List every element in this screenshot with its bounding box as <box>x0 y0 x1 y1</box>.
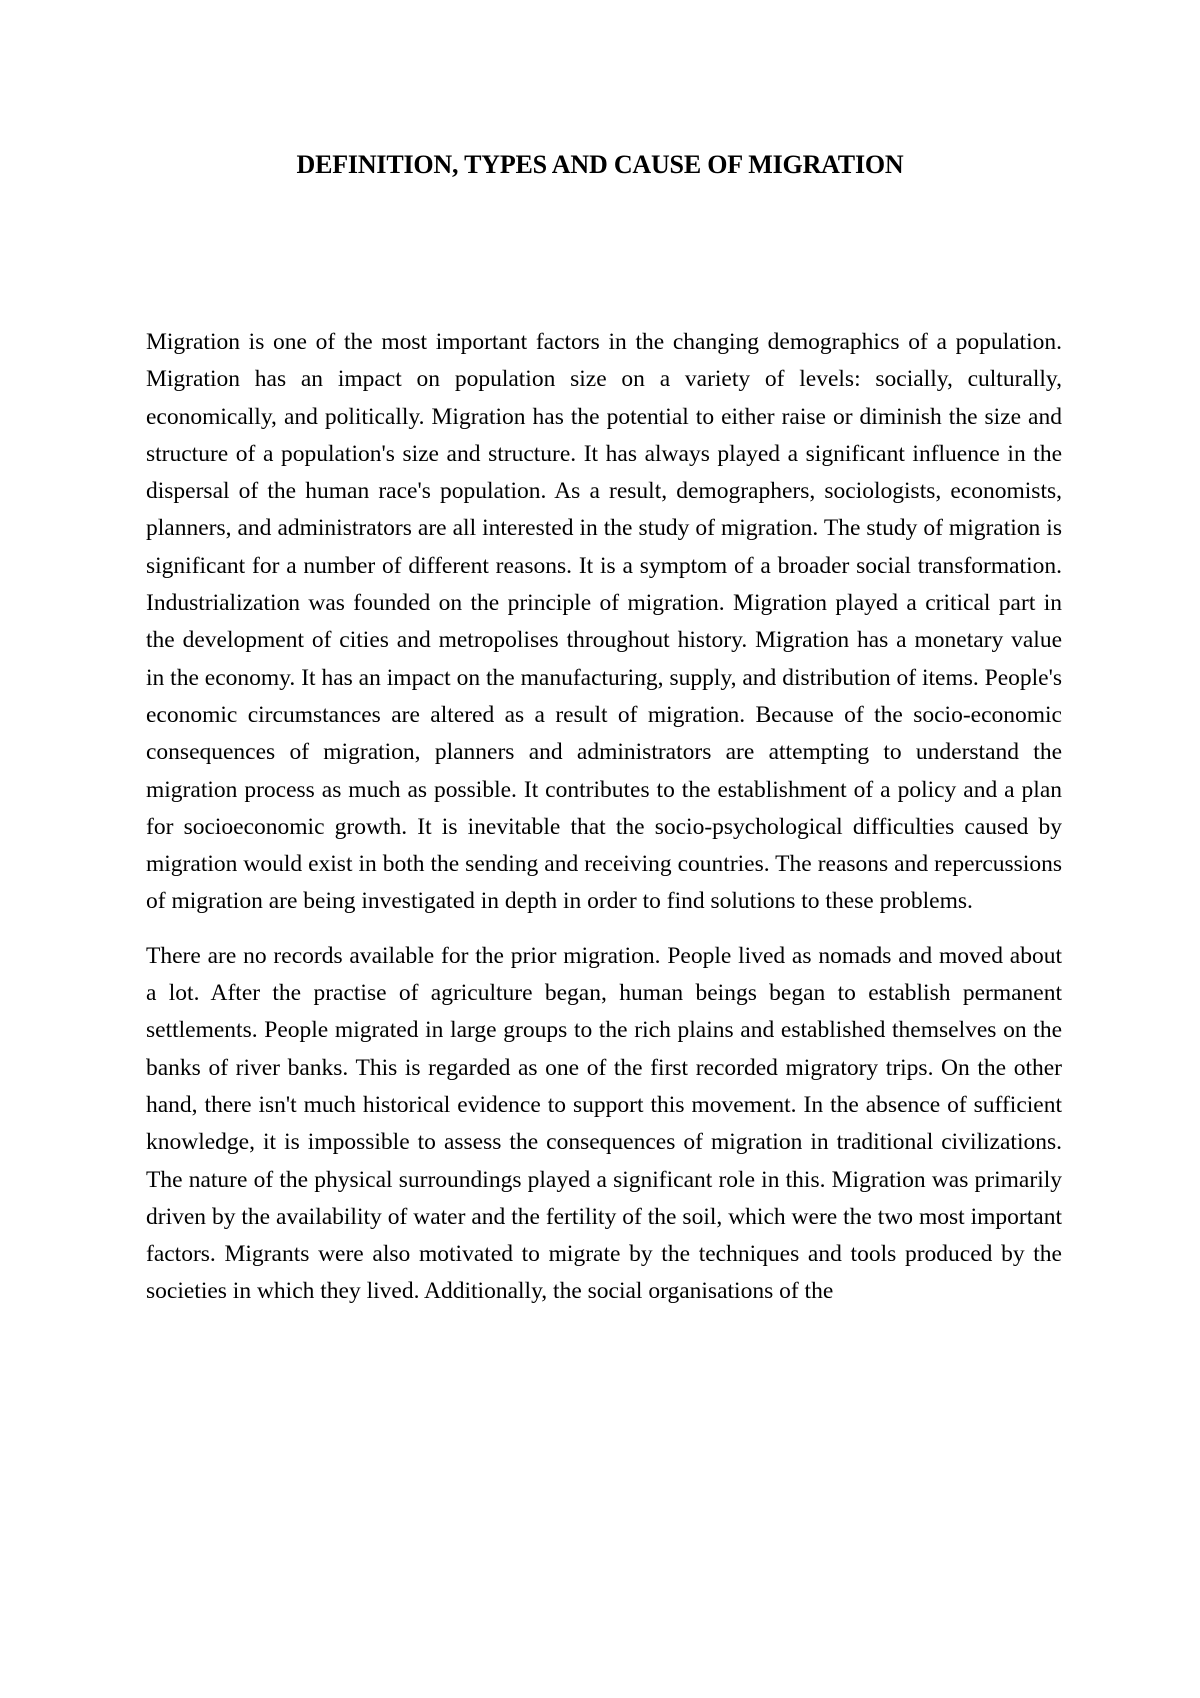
paragraph-history: There are no records available for the prior migration. People lived as nomads and moved about a lot. After the practise of agriculture began, human beings began to establish permanent settlements. People migrated in large groups to the rich plains and established themselves on the banks of river banks. This is regarded as one of the first recorded migratory trips. On the other hand, there isn't much historical evidence to support this movement. In the absence of sufficient knowledge, it is impossible to assess the consequences of migration in traditional civilizations. The nature of the physical surroundings played a significant role in this. Migration was primarily driven by the availability of water and the fertility of the soil, which were the two most important factors. Migrants were also motivated to migrate by the techniques and tools produced by the societies in which they lived. Additionally, the social organisations of the <box>146 942 1062 1305</box>
paragraph-definition: Migration is one of the most important factors in the changing demographics of a population. Migration has an impact on population size on a variety of levels: socially, culturally, economically, and politically. Migration has the potential to either raise or diminish the size and structure of a population's size and structure. It has always played a significant influence in the dispersal of the human race's population. As a result, demographers, sociologists, economists, planners, and administrators are all interested in the study of migration. The study of migration is significant for a number of different reasons. It is a symptom of a broader social transformation. Industrialization was founded on the principle of migration. Migration played a critical part in the development of cities and metropolises throughout history. Migration has a monetary value in the economy. It has an impact on the manufacturing, supply, and distribution of items. People's economic circumstances are altered as a result of migration. Because of the socio-economic consequences of migration, planners and administrators are attempting to understand the migration process as much as possible. It contributes to the establishment of a policy and a plan for socioeconomic growth. It is inevitable that the socio-psychological difficulties caused by migration would exist in both the sending and receiving countries. The reasons and repercussions of migration are being investigated in depth in order to find solutions to these problems. <box>146 329 1062 915</box>
document-body <box>146 324 1062 1328</box>
document-title: DEFINITION, TYPES AND CAUSE OF MIGRATION <box>296 150 904 179</box>
